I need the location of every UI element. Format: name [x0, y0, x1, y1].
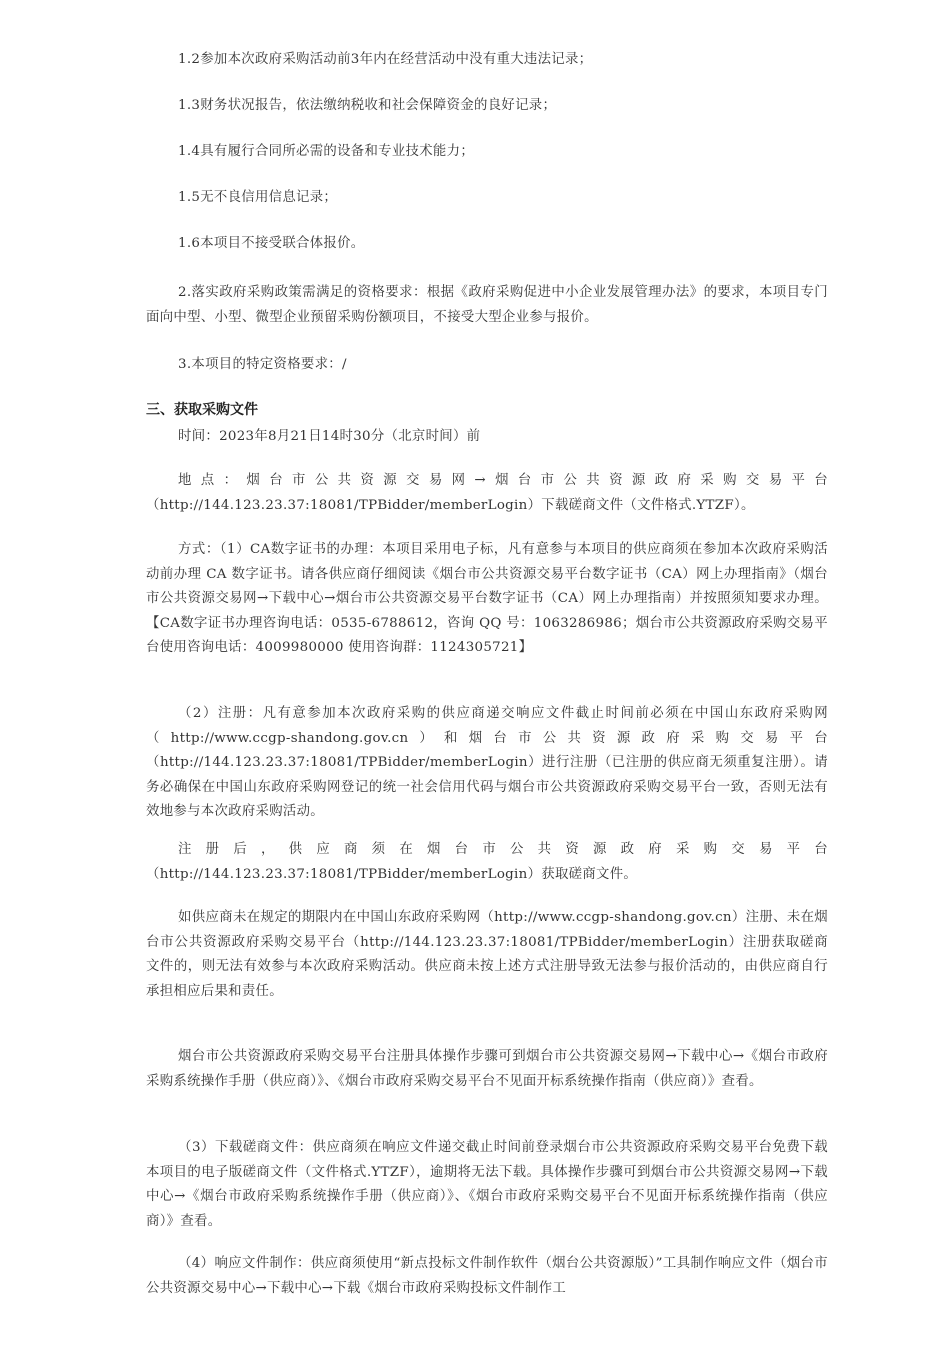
paragraph-response-file: （4）响应文件制作：供应商须使用“新点投标文件制作软件（烟台公共资源版）”工具制作响应文件（烟台市公共资源交易中心→下载中心→下载《烟台市政府采购投标文件制作工 [146, 1256, 828, 1296]
paragraph-ca-certificate: 方式：（1）CA数字证书的办理：本项目采用电子标，凡有意参与本项目的供应商须在参加本次政府采购活动前办理 CA 数字证书。请各供应商仔细阅读《烟台市公共资源交易平台数字证书（CA）网上办理指南》（烟台市公共资源交易网→下载中心→烟台市公共资源交易平台数字证书（CA）网上办理指南）并按照须知要求办理。【CA数字证书办理咨询电话：0535-6788612，咨询 QQ 号：1063286986；烟台市公共资源政府采购交易平台使用咨询电话：4009980000 使用咨询群：1124305721】 [146, 542, 828, 655]
paragraph-operation-steps: 烟台市公共资源政府采购交易平台注册具体操作步骤可到烟台市公共资源交易网→下载中心→《烟台市政府采购系统操作手册（供应商）》、《烟台市政府采购交易平台不见面开标系统操作指南（供应商）》查看。 [146, 1049, 828, 1089]
paragraph-download: （3）下载磋商文件：供应商须在响应文件递交截止时间前登录烟台市公共资源政府采购交易平台免费下载本项目的电子版磋商文件（文件格式.YTZF），逾期将无法下载。具体操作步骤可到烟台市公共资源交易网→下载中心→《烟台市政府采购系统操作手册（供应商）》、《烟台市政府采购交易平台不见面开标系统操作指南（供应商）》查看。 [146, 1140, 828, 1229]
paragraph-1-2: 1.2参加本次政府采购活动前3年内在经营活动中没有重大违法记录； [178, 52, 593, 67]
paragraph-3: 3.本项目的特定资格要求：/ [178, 357, 347, 372]
section-heading: 三、获取采购文件 [146, 402, 258, 418]
paragraph-1-5: 1.5无不良信用信息记录； [178, 190, 338, 205]
paragraph-time: 时间：2023年8月21日14时30分（北京时间）前 [178, 429, 481, 444]
paragraph-unregistered: 如供应商未在规定的期限内在中国山东政府采购网（http://www.ccgp-shandong.gov.cn）注册、未在烟台市公共资源政府采购交易平台（http://144.123.23.37:18081/TPBidder/memberLogin）注册获取磋商文件的，则无法有效参与本次政府采购活动。供应商未按上述方式注册导致无法参与报价活动的，由供应商自行承担相应后果和责任。 [146, 910, 828, 999]
paragraph-after-registration: 注册后，供应商须在烟台市公共资源政府采购交易平台（http://144.123.23.37:18081/TPBidder/memberLogin）获取磋商文件。 [146, 842, 828, 882]
paragraph-1-4: 1.4具有履行合同所必需的设备和专业技术能力； [178, 144, 475, 159]
paragraph-registration: （2）注册：凡有意参加本次政府采购的供应商递交响应文件截止时间前必须在中国山东政府采购网（http://www.ccgp-shandong.gov.cn）和烟台市公共资源政府采购交易平台（http://144.123.23.37:18081/TPBidder/memberLogin）进行注册（已注册的供应商无须重复注册）。请务必确保在中国山东政府采购网登记的统一社会信用代码与烟台市公共资源政府采购交易平台一致，否则无法有效地参与本次政府采购活动。 [146, 706, 828, 819]
paragraph-1-6: 1.6本项目不接受联合体报价。 [178, 236, 365, 251]
paragraph-1-3: 1.3财务状况报告，依法缴纳税收和社会保障资金的良好记录； [178, 98, 557, 113]
paragraph-2: 2.落实政府采购政策需满足的资格要求：根据《政府采购促进中小企业发展管理办法》的要求，本项目专门面向中型、小型、微型企业预留采购份额项目，不接受大型企业参与报价。 [146, 285, 828, 325]
paragraph-location: 地点：烟台市公共资源交易网→烟台市公共资源政府采购交易平台（http://144.123.23.37:18081/TPBidder/memberLogin）下载磋商文件（文件格式.YTZF）。 [146, 473, 828, 513]
